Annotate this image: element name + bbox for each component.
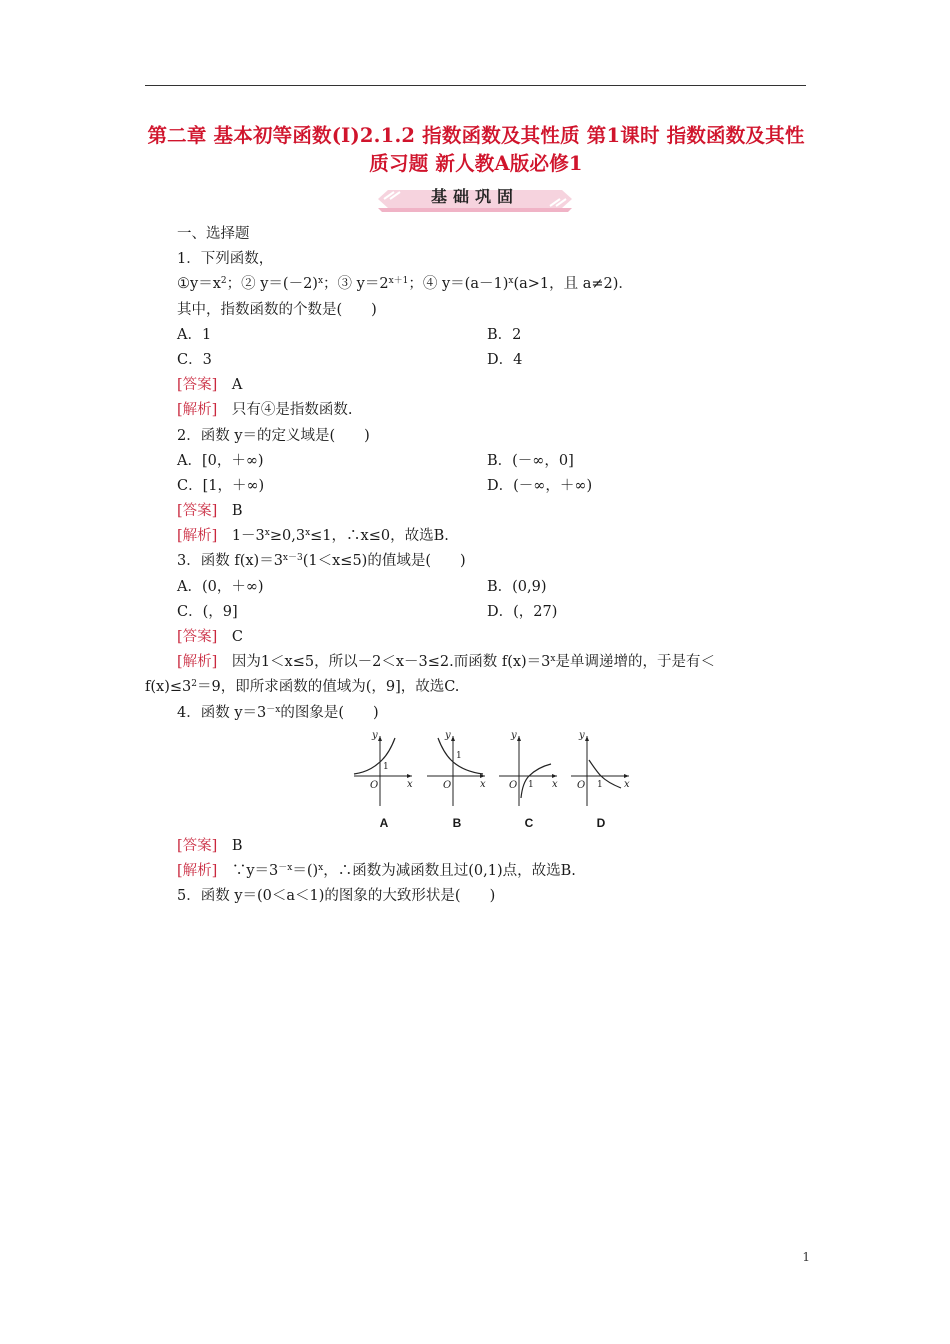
banner-label: 基础巩固 bbox=[430, 187, 519, 206]
svg-text:y: y bbox=[372, 729, 378, 741]
q1-options-row2 bbox=[145, 348, 810, 373]
q4-graph-b bbox=[423, 730, 491, 830]
q2-option-a: A．[0，＋∞) bbox=[177, 452, 264, 469]
exercise-content bbox=[145, 222, 810, 909]
page-number: 1 bbox=[802, 1250, 810, 1264]
svg-text:x: x bbox=[552, 778, 558, 790]
q3-option-a: A．(0，＋∞) bbox=[177, 578, 264, 595]
q2-options-row2 bbox=[145, 474, 810, 499]
svg-text:O: O bbox=[577, 779, 586, 791]
q2-option-c: C．[1，＋∞) bbox=[177, 477, 265, 494]
q3-option-b: B．(0,9) bbox=[487, 578, 547, 595]
analysis-tag: [解析] bbox=[177, 862, 218, 879]
header-rule bbox=[145, 85, 806, 86]
svg-text:1: 1 bbox=[383, 761, 389, 772]
analysis-tag: [解析] bbox=[177, 402, 218, 419]
svg-text:O: O bbox=[370, 779, 379, 791]
svg-text:x: x bbox=[407, 778, 413, 790]
q5-stem: 5．函数 y＝(0＜a＜1)的图象的大致形状是( ) bbox=[177, 888, 496, 905]
q4-answer: [答案] B bbox=[177, 837, 243, 854]
graph-label: B bbox=[452, 815, 462, 830]
q3-analysis-line1: [解析] 因为1＜x≤5，所以－2＜x－3≤2.而函数 $f(x)=3^x$是单调递增的，于是有＜ bbox=[177, 654, 715, 671]
q1-option-d: D．4 bbox=[487, 351, 523, 368]
q4-analysis: [解析] $\because y=3^{-x}=()^x$，∴函数为减函数且过(0,1)点，故选B. bbox=[177, 862, 576, 879]
q1-answer: [答案] A bbox=[177, 377, 243, 394]
svg-text:O: O bbox=[443, 779, 452, 791]
answer-tag: [答案] bbox=[177, 629, 218, 645]
q2-options-row1 bbox=[145, 449, 810, 474]
q4-stem: 4．函数 $y=3^{-x}$的图象是( ) bbox=[177, 704, 379, 721]
q1-option-a: A．1 bbox=[177, 326, 212, 343]
q3-analysis-line2: $f(x)\le 3^2=9$，即所求函数的值域为(，9]，故选C. bbox=[145, 679, 460, 696]
analysis-tag: [解析] bbox=[177, 528, 218, 545]
q3-option-d: D．(，27) bbox=[487, 603, 558, 620]
q4-graph-d bbox=[567, 730, 635, 830]
q4-graph-a bbox=[350, 730, 418, 830]
q1-stem: 1．下列函数， bbox=[177, 251, 274, 268]
answer-tag: [答案] bbox=[177, 837, 218, 854]
svg-text:1: 1 bbox=[528, 779, 534, 790]
q3-stem: 3．函数 $f(x)=3^{x-3}(1<x\le 5)$的值域是( ) bbox=[177, 553, 466, 570]
q1-option-c: C．3 bbox=[177, 351, 212, 368]
q2-option-b: B．(－∞，0] bbox=[487, 452, 574, 469]
q3-options-row1 bbox=[145, 575, 810, 600]
q2-option-d: D．(－∞，＋∞) bbox=[487, 477, 593, 494]
q3-option-c: C．(，9] bbox=[177, 603, 238, 620]
q2-answer: [答案] B bbox=[177, 503, 243, 520]
svg-text:1: 1 bbox=[456, 750, 462, 761]
q1-analysis: [解析] 只有④是指数函数. bbox=[177, 402, 353, 419]
section-banner bbox=[378, 186, 572, 212]
q1-option-b: B．2 bbox=[487, 326, 522, 343]
q3-answer: [答案] C bbox=[177, 629, 243, 645]
document-title: 第二章 基本初等函数(Ⅰ)2.1.2 指数函数及其性质 第1课时 指数函数及其性质习题 新人教A版必修1 bbox=[147, 124, 805, 175]
q2-analysis: [解析] $1-3^x\ge 0,3^x\le 1$，∴x≤0，故选B. bbox=[177, 528, 449, 545]
q1-functions: $①y=x^2$；② $y=(-2)^x$；③ $y=2^{x+1}$；④ $y=(a-1)^x(a>1$，且 a≠2)． bbox=[177, 276, 633, 293]
q1-question: 其中，指数函数的个数是( ) bbox=[177, 301, 377, 318]
answer-tag: [答案] bbox=[177, 377, 218, 394]
answer-tag: [答案] bbox=[177, 503, 218, 520]
svg-text:x: x bbox=[624, 778, 630, 790]
q1-options-row1 bbox=[145, 323, 810, 348]
svg-text:O: O bbox=[509, 779, 518, 791]
svg-text:y: y bbox=[511, 729, 517, 741]
q2-stem: 2．函数 y＝的定义域是( ) bbox=[177, 427, 370, 444]
q3-options-row2 bbox=[145, 600, 810, 625]
graph-label: D bbox=[596, 815, 606, 830]
graph-label: C bbox=[524, 815, 534, 830]
q4-graph-options bbox=[145, 726, 810, 834]
section-heading: 一、选择题 bbox=[177, 226, 250, 242]
analysis-tag: [解析] bbox=[177, 654, 218, 671]
svg-text:x: x bbox=[480, 778, 486, 790]
svg-text:y: y bbox=[579, 729, 585, 741]
svg-text:y: y bbox=[445, 729, 451, 741]
q4-graph-c bbox=[495, 730, 563, 830]
svg-text:1: 1 bbox=[597, 779, 603, 790]
graph-label: A bbox=[379, 815, 389, 830]
